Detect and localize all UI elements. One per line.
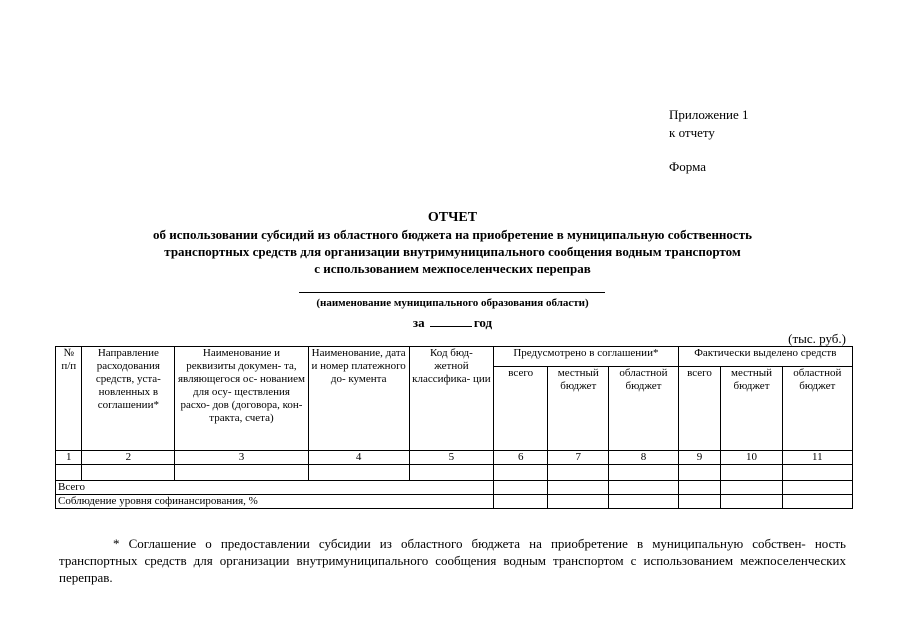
- header-direction: Направление расходования средств, уста- новленных в соглашении*: [82, 347, 175, 451]
- table-cell[interactable]: [548, 495, 609, 509]
- table-cell[interactable]: [409, 465, 494, 481]
- footnote: * Соглашение о предоставлении субсидии из областного бюджета на приобретение в муниципальную собствен- ность транспортных средств для организации внутримуниципального сообщения водным транспортом с использованием межпоселенческих переправ.: [59, 536, 846, 585]
- table-header-row: [56, 347, 853, 367]
- table-cell[interactable]: [782, 481, 852, 495]
- table-cell[interactable]: [782, 495, 852, 509]
- table-cell[interactable]: [609, 481, 678, 495]
- header-budget-code: Код бюд- жетной классифика- ции: [409, 347, 494, 451]
- table-cell[interactable]: [678, 495, 721, 509]
- header-agreed-group: Предусмотрено в соглашении*: [494, 347, 678, 367]
- table-cell[interactable]: [494, 465, 548, 481]
- table-cell[interactable]: [175, 465, 309, 481]
- table-cell[interactable]: [782, 465, 852, 481]
- column-number: 1: [56, 451, 82, 465]
- column-number: 4: [308, 451, 409, 465]
- table-cell[interactable]: [548, 465, 609, 481]
- header-actual-group: Фактически выделено средств: [678, 347, 852, 367]
- header-num: № п/п: [56, 347, 82, 451]
- table-cell[interactable]: [609, 495, 678, 509]
- table-cell[interactable]: [494, 481, 548, 495]
- year-suffix: год: [473, 315, 493, 330]
- column-number: 7: [548, 451, 609, 465]
- appendix-title: Приложение 1: [669, 107, 749, 122]
- appendix-block: [669, 106, 749, 176]
- table-cell[interactable]: [721, 481, 782, 495]
- appendix-gap: [669, 142, 749, 158]
- table-cell[interactable]: [721, 465, 782, 481]
- header-payment-document: Наименование, дата и номер платежного до- кумента: [308, 347, 409, 451]
- column-number: 3: [175, 451, 309, 465]
- form-label: Форма: [669, 159, 706, 174]
- column-number-row: [56, 451, 853, 465]
- report-table: [55, 346, 853, 509]
- appendix-subtitle: к отчету: [669, 125, 715, 140]
- table-cell[interactable]: [82, 465, 175, 481]
- table-row: [56, 465, 853, 481]
- table-cell[interactable]: [609, 465, 678, 481]
- header-actual-local: местный бюджет: [721, 367, 782, 451]
- year-field[interactable]: [430, 314, 472, 327]
- cofinancing-row: [56, 495, 853, 509]
- column-number: 9: [678, 451, 721, 465]
- table-cell[interactable]: [678, 481, 721, 495]
- header-agreed-local: местный бюджет: [548, 367, 609, 451]
- municipality-name-field[interactable]: [299, 292, 605, 293]
- units-label: (тыс. руб.): [788, 331, 846, 346]
- report-title: ОТЧЕТ: [427, 210, 478, 225]
- year-prefix: за: [412, 315, 425, 330]
- column-number: 5: [409, 451, 494, 465]
- column-number: 11: [782, 451, 852, 465]
- column-number: 6: [494, 451, 548, 465]
- header-agreed-total: всего: [494, 367, 548, 451]
- column-number: 8: [609, 451, 678, 465]
- report-subtitle-line-1: об использовании субсидий из областного бюджета на приобретение в муниципальную собственность: [153, 227, 752, 242]
- total-row: [56, 481, 853, 495]
- header-actual-total: всего: [678, 367, 721, 451]
- table-cell[interactable]: [721, 495, 782, 509]
- report-subtitle-line-2: транспортных средств для организации внутримуниципального сообщения водным транспортом: [164, 244, 741, 259]
- table-cell[interactable]: [678, 465, 721, 481]
- column-number: 2: [82, 451, 175, 465]
- municipality-label: (наименование муниципального образования области): [316, 297, 589, 309]
- total-label: Всего: [56, 481, 494, 495]
- report-title-block: [0, 209, 905, 277]
- column-number: 10: [721, 451, 782, 465]
- report-subtitle-line-3: с использованием межпоселенческих переправ: [314, 261, 591, 276]
- table-cell[interactable]: [494, 495, 548, 509]
- table-cell[interactable]: [56, 465, 82, 481]
- header-agreed-regional: областной бюджет: [609, 367, 678, 451]
- header-document: Наименование и реквизиты докумен- та, являющегося ос- нованием для осу- ществления расхо- дов (договора, кон- тракта, счета): [175, 347, 309, 451]
- table-cell[interactable]: [548, 481, 609, 495]
- cofinancing-label: Соблюдение уровня софинансирования, %: [56, 495, 494, 509]
- report-year-line: [0, 314, 905, 331]
- header-actual-regional: областной бюджет: [782, 367, 852, 451]
- table-cell[interactable]: [308, 465, 409, 481]
